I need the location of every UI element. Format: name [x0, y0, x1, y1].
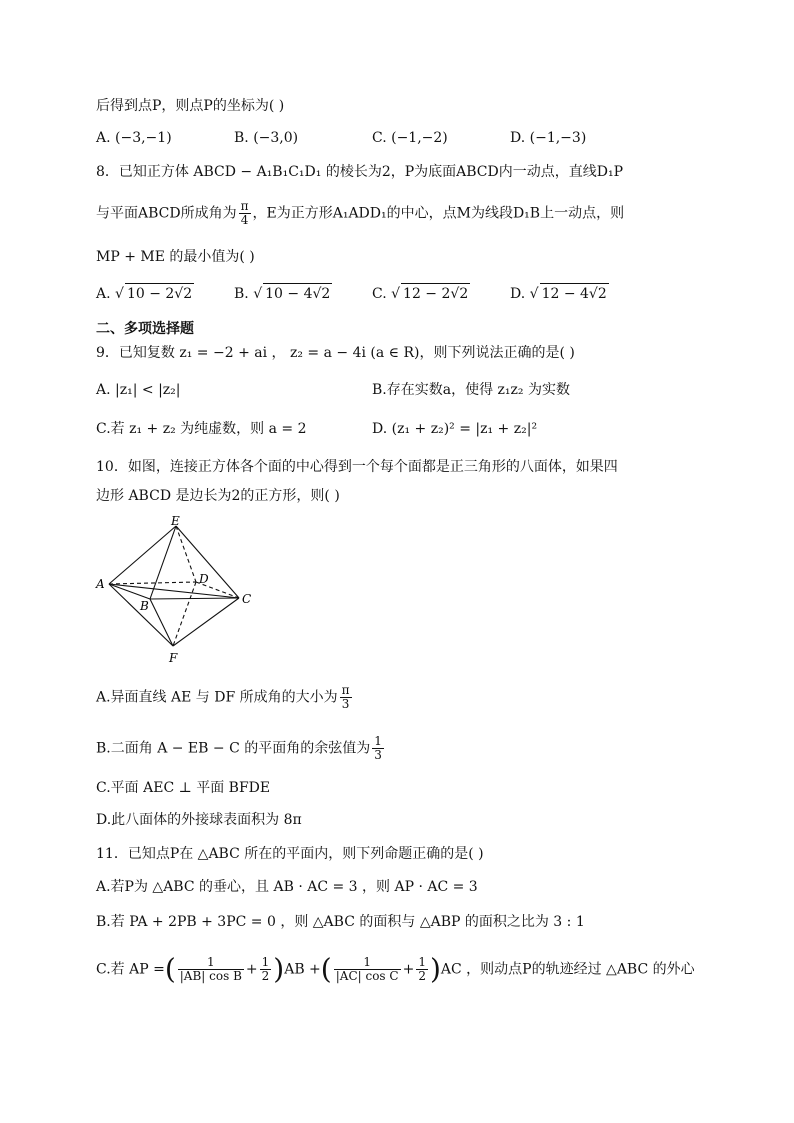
q8-stem-line1: 8．已知正方体 ABCD − A₁B₁C₁D₁ 的棱长为2，P为底面ABCD内一动点，直线D₁P: [96, 164, 623, 180]
q9-option-a: A. |z₁| < |z₂|: [96, 382, 181, 398]
q8-option-a: A. √ 10 − 2√2: [96, 283, 194, 304]
q9-option-c: C.若 z₁ + z₂ 为纯虚数，则 a = 2: [96, 421, 307, 437]
q11-opt-c-pre: C.若 AP =: [96, 961, 165, 978]
edge-ED: [176, 526, 196, 582]
q11-opt-c-half1-n: 1: [261, 955, 270, 969]
edge-CF: [173, 598, 239, 646]
q11-opt-c-half2: [416, 956, 428, 983]
q8-opt-c-radicand: 12 − 2√2: [401, 283, 470, 304]
q11-opt-c-d1: |AB| cos B: [179, 969, 242, 983]
paren-open-2: (: [320, 952, 332, 986]
paren-close-2: ): [429, 952, 441, 986]
q11-option-c: C.若 AP =( $\frac{1}{\text{|AB| cos B}}$ + $\frac{1}{2}$ )AB +( $\frac{1}{\text{|AC| cos C}}$ + $\frac{1}{2}$ )AC ，则动点P的轨迹经过 △ABC 的外心: [96, 952, 695, 986]
q8-angle-fraction: [239, 200, 251, 227]
q8-opt-a-label: A.: [96, 286, 111, 302]
q11-option-a: A.若P为 △ABC 的垂心，且 AB · AC = 3 ，则 AP · AC = 3: [96, 879, 478, 895]
q11-opt-c-post: AC ，则动点P的轨迹经过 △ABC 的外心: [440, 961, 695, 978]
label-C: C: [242, 592, 252, 606]
q11-opt-c-half2-n: 1: [418, 955, 426, 969]
q8-opt-a-radicand: 10 − 2√2: [125, 283, 194, 304]
q8-opt-b-radicand: 10 − 4√2: [263, 283, 332, 304]
q8-frac-num: π: [240, 199, 249, 213]
q10-option-b: [96, 735, 386, 762]
q10-option-c: C.平面 AEC ⊥ 平面 BFDE: [96, 780, 271, 796]
q11-opt-c-frac1: [178, 956, 244, 983]
paren-close-1: ): [273, 952, 285, 986]
q11-opt-c-n1: 1: [178, 956, 244, 970]
q8-option-d: D. √ 12 − 4√2: [510, 283, 609, 304]
q11-opt-c-mid: AB +: [284, 961, 321, 978]
q8-option-c: C. √ 12 − 2√2: [372, 283, 470, 304]
q8-stem-line2: [96, 200, 624, 227]
q10-opt-b-text: B.二面角 A − EB − C 的平面角的余弦值为: [96, 740, 371, 757]
label-F: F: [169, 651, 178, 665]
q10-option-a: [96, 684, 354, 711]
q8-line2b: ，E为正方形A₁ADD₁的中心，点M为线段D₁B上一动点，则: [252, 205, 625, 222]
q8-option-b: B. √ 10 − 4√2: [234, 283, 332, 304]
edge-BC: [150, 598, 239, 599]
q8-line2a: 与平面ABCD所成角为: [96, 205, 237, 222]
q9-option-b: B.存在实数a，使得 z₁z₂ 为实数: [372, 382, 570, 398]
q11-opt-c-d2: |AC| cos C: [335, 969, 399, 983]
label-A: A: [96, 577, 105, 591]
label-D: D: [199, 572, 209, 586]
q10-stem-line1: 10．如图，连接正方体各个面的中心得到一个每个面都是正三角形的八面体，如果四: [96, 459, 618, 475]
q11-opt-c-frac2: [334, 956, 401, 983]
q7-option-d: D. (−1,−3): [510, 130, 587, 146]
paren-open-1: (: [164, 952, 176, 986]
label-E: E: [171, 514, 180, 528]
edge-BF: [150, 599, 173, 646]
q8-opt-d-radicand: 12 − 4√2: [540, 283, 609, 304]
label-B: B: [140, 599, 149, 613]
q11-opt-c-half1-d: 2: [261, 969, 270, 983]
q10-stem-line2: 边形 ABCD 是边长为2的正方形，则( ): [96, 488, 340, 504]
q8-opt-b-label: B.: [234, 286, 249, 302]
q11-opt-c-n2: 1: [334, 956, 401, 970]
q11-option-b: B.若 PA + 2PB + 3PC = 0 ，则 △ABC 的面积与 △ABP 的面积之比为 3 : 1: [96, 914, 585, 930]
edge-AF: [109, 584, 173, 646]
q7-option-a: A. (−3,−1): [96, 130, 172, 146]
q10-option-d: D.此八面体的外接球表面积为 8π: [96, 812, 302, 828]
q9-option-d: D. (z₁ + z₂)² = |z₁ + z₂|²: [372, 421, 538, 437]
q10-opt-b-fraction: [372, 735, 384, 762]
q10-opt-b-num: 1: [374, 734, 382, 748]
edge-EC: [176, 526, 239, 598]
q10-opt-b-den: 3: [374, 748, 382, 762]
q8-frac-den: 4: [240, 213, 249, 227]
q10-opt-a-fraction: [340, 684, 352, 711]
q9-stem: 9．已知复数 z₁ = −2 + ai ， z₂ = a − 4i (a ∈ R)，则下列说法正确的是( ): [96, 345, 575, 361]
q11-opt-c-half2-d: 2: [418, 969, 426, 983]
q11-stem: 11．已知点P在 △ABC 所在的平面内，则下列命题正确的是( ): [96, 846, 484, 862]
edge-AD: [109, 582, 196, 584]
octahedron-figure: [92, 514, 262, 666]
q8-opt-d-label: D.: [510, 286, 526, 302]
section-heading: 二、多项选择题: [96, 321, 194, 337]
q10-opt-a-text: A.异面直线 AE 与 DF 所成角的大小为: [96, 689, 338, 706]
q7-option-b: B. (−3,0): [234, 130, 299, 146]
q7-option-c: C. (−1,−2): [372, 130, 448, 146]
q8-stem-line3: MP + ME 的最小值为( ): [96, 249, 255, 265]
q10-opt-a-den: 3: [341, 697, 350, 711]
q11-opt-c-half1: [260, 956, 272, 983]
q7-stem-tail: 后得到点P，则点P的坐标为( ): [96, 98, 285, 114]
q8-opt-c-label: C.: [372, 286, 387, 302]
q10-opt-a-num: π: [341, 683, 350, 697]
